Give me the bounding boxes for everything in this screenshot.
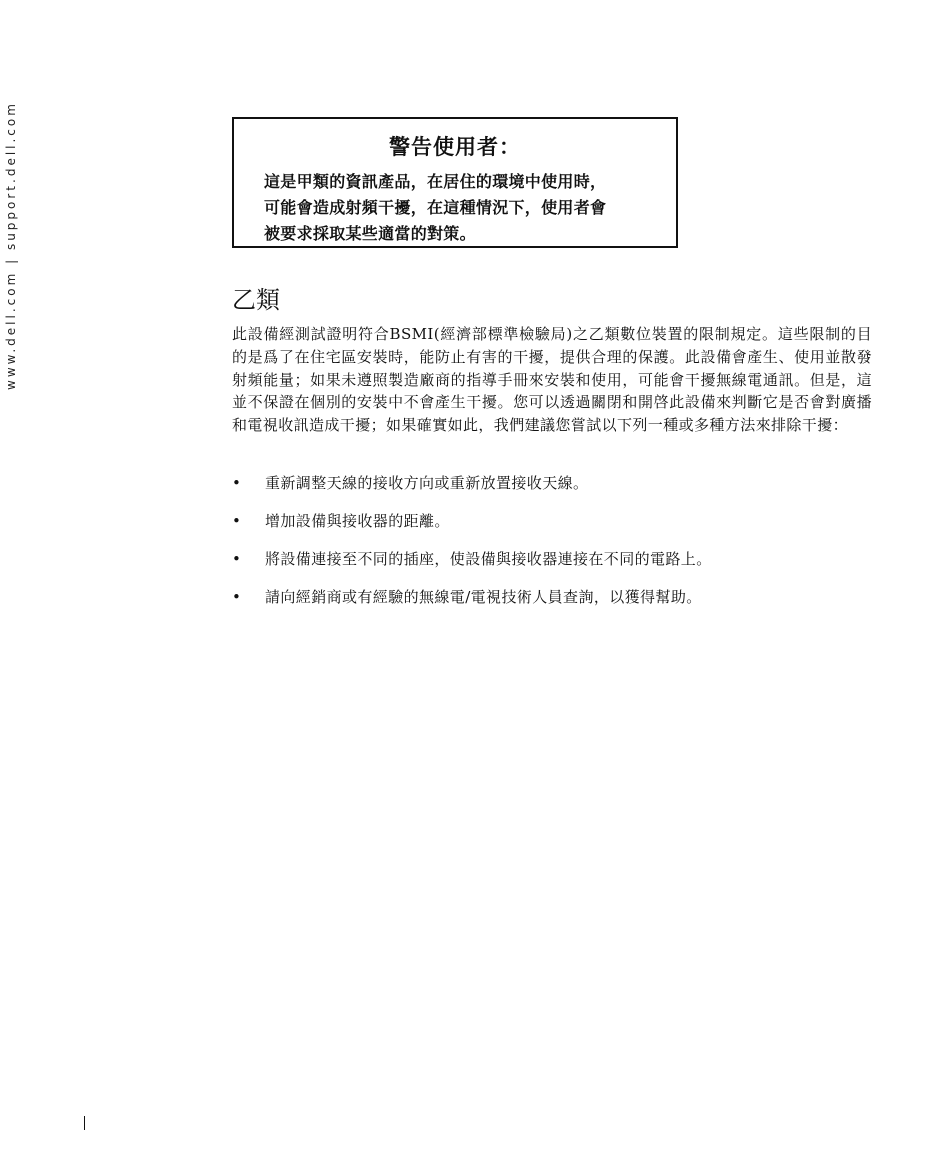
bullet-icon: •	[232, 550, 242, 568]
list-item-text: 增加設備與接收器的距離。	[265, 512, 450, 530]
bullet-icon: •	[232, 588, 242, 606]
warning-box	[232, 117, 678, 248]
warning-line-3: 被要求採取某些適當的對策。	[264, 224, 476, 243]
warning-line-2: 可能會造成射頻干擾，在這種情況下，使用者會	[264, 198, 607, 217]
bullet-icon: •	[232, 512, 242, 530]
bullet-icon: •	[232, 474, 242, 492]
page-marker-divider	[84, 1116, 85, 1130]
warning-title: 警告使用者：	[389, 135, 521, 159]
section-heading: 乙類	[232, 286, 280, 314]
list-item-text: 重新調整天線的接收方向或重新放置接收天線。	[265, 474, 589, 492]
list-item-text: 請向經銷商或有經驗的無線電/電視技術人員查詢，以獲得幫助。	[265, 588, 702, 606]
body-paragraph: 此設備經測試證明符合BSMI(經濟部標準檢驗局)之乙類數位裝置的限制規定。這些限制的目的是爲了在住宅區安裝時，能防止有害的干擾，提供合理的保護。此設備會產生、使用並散發射頻能量；如果未遵照製造廠商的指導手冊來安裝和使用，可能會干擾無線電通訊。但是，這並不保證在個別的安裝中不會產生干擾。您可以透過關閉和開啓此設備來判斷它是否會對廣播和電視收訊造成干擾；如果確實如此，我們建議您嘗試以下列一種或多種方法來排除干擾：	[232, 325, 872, 435]
list-item-text: 將設備連接至不同的插座，使設備與接收器連接在不同的電路上。	[265, 550, 712, 568]
side-url-text: www.dell.com | support.dell.com	[4, 101, 18, 390]
warning-line-1: 這是甲類的資訊產品，在居住的環境中使用時，	[264, 172, 607, 191]
